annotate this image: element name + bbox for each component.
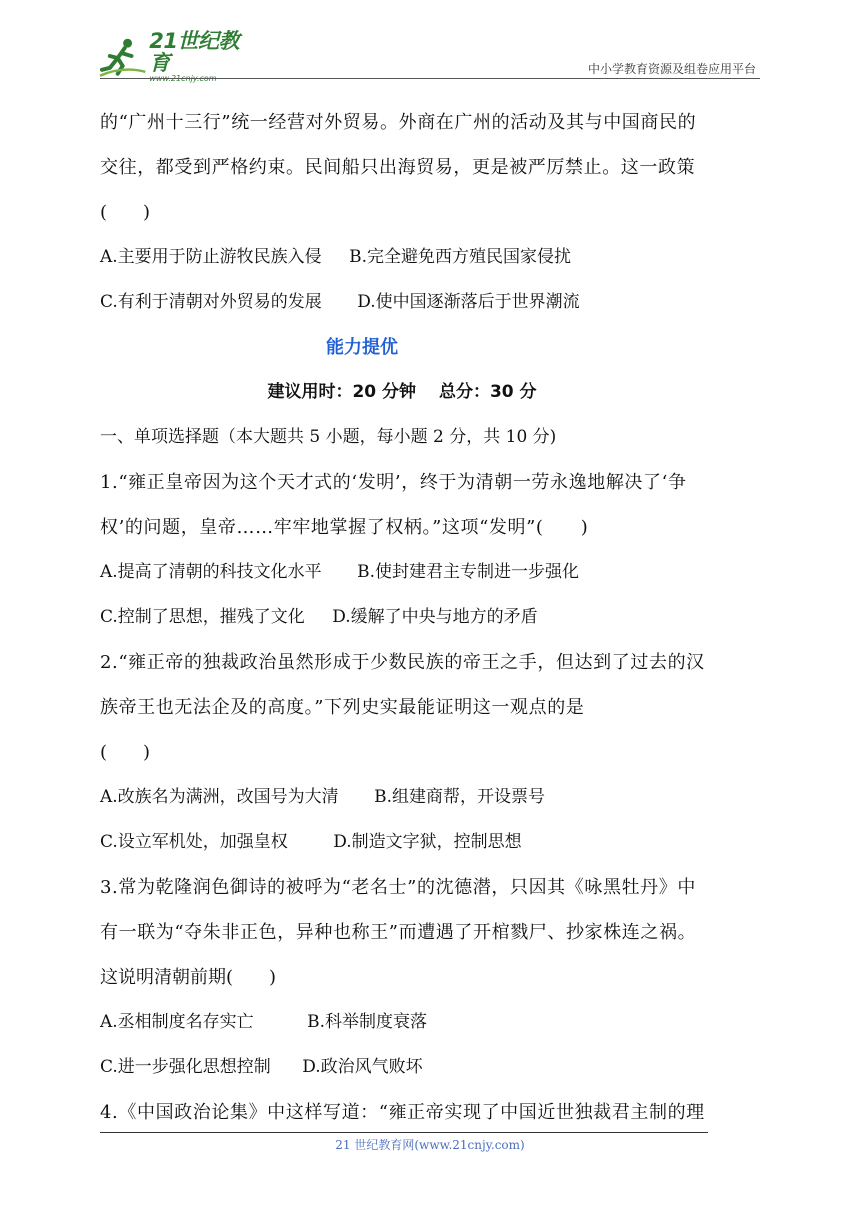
q3-line-2: 有一联为“夺朱非正色，异种也称王”而遭遇了开棺戮尸、抄家株连之祸。: [100, 922, 697, 943]
q3-option-b: B.科举制度衰落: [307, 1012, 427, 1032]
intro-option-a: A.主要用于防止游牧民族入侵: [100, 247, 322, 267]
q2-option-d: D.制造文字狱，控制思想: [333, 832, 522, 852]
q1-option-c: C.控制了思想，摧残了文化: [100, 607, 305, 627]
section-meta: 建议用时：20 分钟 总分：30 分: [267, 382, 537, 402]
q1-options-row-1: [100, 550, 764, 595]
q3-line-1: 3.常为乾隆润色御诗的被呼为“老名士”的沈德潜，只因其《咏黑牡丹》中: [100, 877, 696, 898]
logo-title: 21世纪教育: [149, 29, 240, 75]
q2-option-b: B.组建商帮，开设票号: [374, 787, 545, 807]
q2-options-row-2: [100, 820, 764, 865]
q1-options-row-2: [100, 595, 764, 640]
q1-option-a: A.提高了清朝的科技文化水平: [100, 562, 322, 582]
section-heading: 一、单项选择题（本大题共 5 小题，每小题 2 分，共 10 分): [100, 427, 557, 447]
section-title: 能力提优: [326, 337, 398, 358]
q4-line-1: 4.《中国政治论集》中这样写道：“雍正帝实现了中国近世独裁君主制的理: [100, 1102, 705, 1123]
intro-line-2: 交往，都受到严格约束。民间船只出海贸易，更是被严厉禁止。这一政策: [100, 157, 696, 178]
q1-option-d: D.缓解了中央与地方的矛盾: [332, 607, 538, 627]
intro-line-1: 的“广州十三行”统一经营对外贸易。外商在广州的活动及其与中国商民的: [100, 112, 697, 133]
q2-line-2: 族帝王也无法企及的高度。”下列史实最能证明这一观点的是: [100, 697, 585, 718]
header-divider: [100, 78, 760, 79]
intro-options-row-2: [100, 280, 764, 325]
q2-option-a: A.改族名为满洲，改国号为大清: [100, 787, 339, 807]
q3-option-a: A.丞相制度名存实亡: [100, 1012, 254, 1032]
intro-answer-blank: ( ): [100, 202, 151, 223]
intro-option-b: B.完全避免西方殖民国家侵扰: [349, 247, 571, 267]
q1-line-2: 权’的问题，皇帝……牢牢地掌握了权柄。”这项“发明”( ): [100, 517, 589, 538]
intro-option-d: D.使中国逐渐落后于世界潮流: [357, 292, 580, 312]
platform-name: 中小学教育资源及组卷应用平台: [587, 62, 756, 76]
intro-options-row-1: [100, 235, 764, 280]
q2-line-1: 2.“雍正帝的独裁政治虽然形成于少数民族的帝王之手，但达到了过去的汉: [100, 652, 705, 673]
q3-options-row-1: [100, 1000, 764, 1045]
q2-options-row-1: [100, 775, 764, 820]
q3-line-3: 这说明清朝前期( ): [100, 967, 277, 988]
footer-divider: [100, 1132, 708, 1133]
footer-link[interactable]: 21 世纪教育网(www.21cnjy.com): [335, 1138, 525, 1152]
q2-option-c: C.设立军机处，加强皇权: [100, 832, 288, 852]
site-logo: [98, 29, 258, 83]
q1-line-1: 1.“雍正皇帝因为这个天才式的‘发明’，终于为清朝一劳永逸地解决了‘争: [100, 472, 687, 493]
runner-logo-icon: [98, 36, 147, 78]
document-body: [100, 100, 764, 1135]
q3-options-row-2: [100, 1045, 764, 1090]
q1-option-b: B.使封建君主专制进一步强化: [357, 562, 579, 582]
q3-option-c: C.进一步强化思想控制: [100, 1057, 271, 1077]
q2-answer-blank: ( ): [100, 742, 151, 763]
q3-option-d: D.政治风气败坏: [302, 1057, 423, 1077]
logo-url: www.21cnjy.com: [149, 74, 217, 83]
intro-option-c: C.有利于清朝对外贸易的发展: [100, 292, 322, 312]
